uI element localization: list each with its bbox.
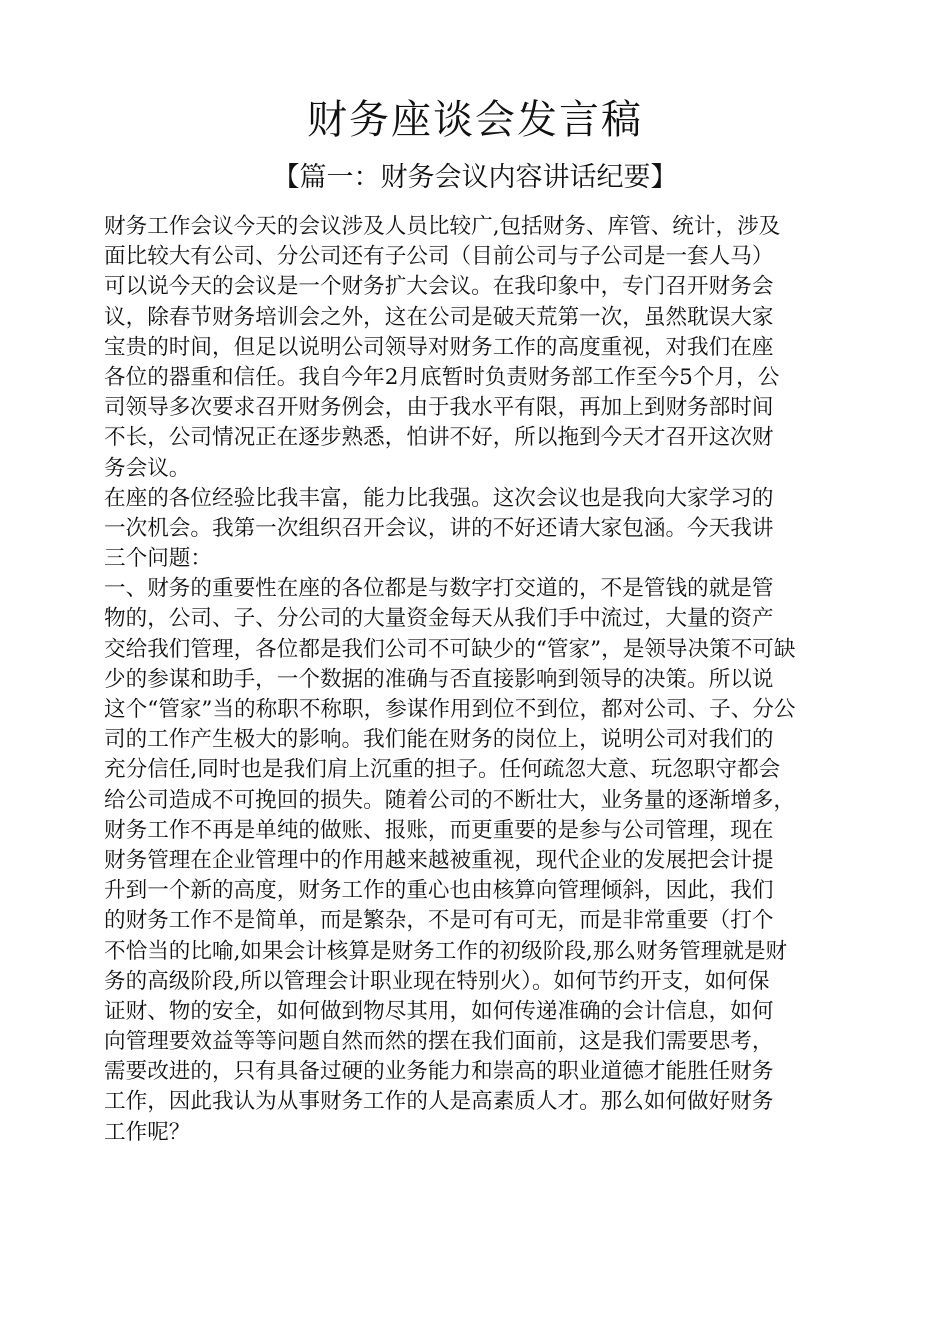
document-subtitle: 【篇一：财务会议内容讲话纪要】 bbox=[272, 162, 678, 193]
body-text-line: 需要改进的，只有具备过硬的业务能力和崇高的职业道德才能胜任财务 bbox=[104, 1059, 774, 1085]
body-text-line: 少的参谋和助手，一个数据的准确与否直接影响到领导的决策。所以说 bbox=[104, 666, 774, 692]
body-text-line: 议，除春节财务培训会之外，这在公司是破天荒第一次，虽然耽误大家 bbox=[104, 304, 774, 330]
body-text-line: 物的，公司、子、分公司的大量资金每天从我们手中流过，大量的资产 bbox=[104, 606, 774, 632]
body-text-line: 交给我们管理，各位都是我们公司不可缺少的“管家”，是领导决策不可缺 bbox=[104, 636, 796, 662]
body-text-line: 各位的器重和信任。我自今年2月底暂时负责财务部工作至今5个月，公 bbox=[104, 364, 780, 390]
body-text-line: 务会议。 bbox=[104, 455, 191, 481]
document-title: 财务座谈会发言稿 bbox=[307, 97, 643, 143]
body-text-line: 一、财务的重要性在座的各位都是与数字打交道的，不是管钱的就是管 bbox=[104, 576, 774, 602]
body-text-line: 在座的各位经验比我丰富，能力比我强。这次会议也是我向大家学习的 bbox=[104, 485, 774, 511]
body-text-line: 财务工作会议今天的会议涉及人员比较广,包括财务、库管、统计，涉及 bbox=[104, 214, 781, 239]
body-text-line: 向管理要效益等等问题自然而然的摆在我们面前，这是我们需要思考， bbox=[104, 1029, 774, 1055]
body-text-line: 司的工作产生极大的影响。我们能在财务的岗位上，说明公司对我们的 bbox=[104, 727, 774, 753]
body-text-line: 司领导多次要求召开财务例会，由于我水平有限，再加上到财务部时间 bbox=[104, 395, 774, 421]
body-text-line: 证财、物的安全，如何做到物尽其用，如何传递准确的会计信息，如何 bbox=[104, 998, 774, 1024]
body-text-line: 充分信任,同时也是我们肩上沉重的担子。任何疏忽大意、玩忽职守都会 bbox=[104, 757, 781, 783]
body-text-line: 工作，因此我认为从事财务工作的人是高素质人才。那么如何做好财务 bbox=[104, 1089, 774, 1115]
body-text-line: 这个“管家”当的称职不称职，参谋作用到位不到位，都对公司、子、分公 bbox=[104, 697, 796, 722]
body-text-line: 面比较大有公司、分公司还有子公司（目前公司与子公司是一套人马） bbox=[104, 244, 774, 270]
body-text-line: 给公司造成不可挽回的损失。随着公司的不断壮大，业务量的逐渐增多， bbox=[104, 787, 796, 813]
body-text-line: 不恰当的比喻,如果会计核算是财务工作的初级阶段,那么财务管理就是财 bbox=[104, 938, 788, 964]
body-text-line: 不长，公司情况正在逐步熟悉，怕讲不好，所以拖到今天才召开这次财 bbox=[104, 425, 774, 451]
body-text-line: 财务工作不再是单纯的做账、报账，而更重要的是参与公司管理，现在 bbox=[104, 817, 774, 843]
body-text-line: 三个问题： bbox=[104, 546, 212, 572]
body-text-line: 升到一个新的高度，财务工作的重心也由核算向管理倾斜，因此，我们 bbox=[104, 878, 774, 904]
body-text-line: 务的高级阶段,所以管理会计职业现在特别火）。如何节约开支，如何保 bbox=[104, 968, 770, 994]
body-text-line: 财务管理在企业管理中的作用越来越被重视，现代企业的发展把会计提 bbox=[104, 847, 774, 873]
body-text-line: 工作呢？ bbox=[104, 1119, 191, 1145]
body-text-line: 的财务工作不是简单，而是繁杂，不是可有可无，而是非常重要（打个 bbox=[104, 908, 774, 934]
body-text-line: 一次机会。我第一次组织召开会议，讲的不好还请大家包涵。今天我讲 bbox=[104, 515, 774, 541]
body-text-line: 可以说今天的会议是一个财务扩大会议。在我印象中，专门召开财务会 bbox=[104, 274, 774, 300]
body-text-line: 宝贵的时间，但足以说明公司领导对财务工作的高度重视，对我们在座 bbox=[104, 334, 774, 360]
document-body bbox=[104, 212, 856, 1148]
